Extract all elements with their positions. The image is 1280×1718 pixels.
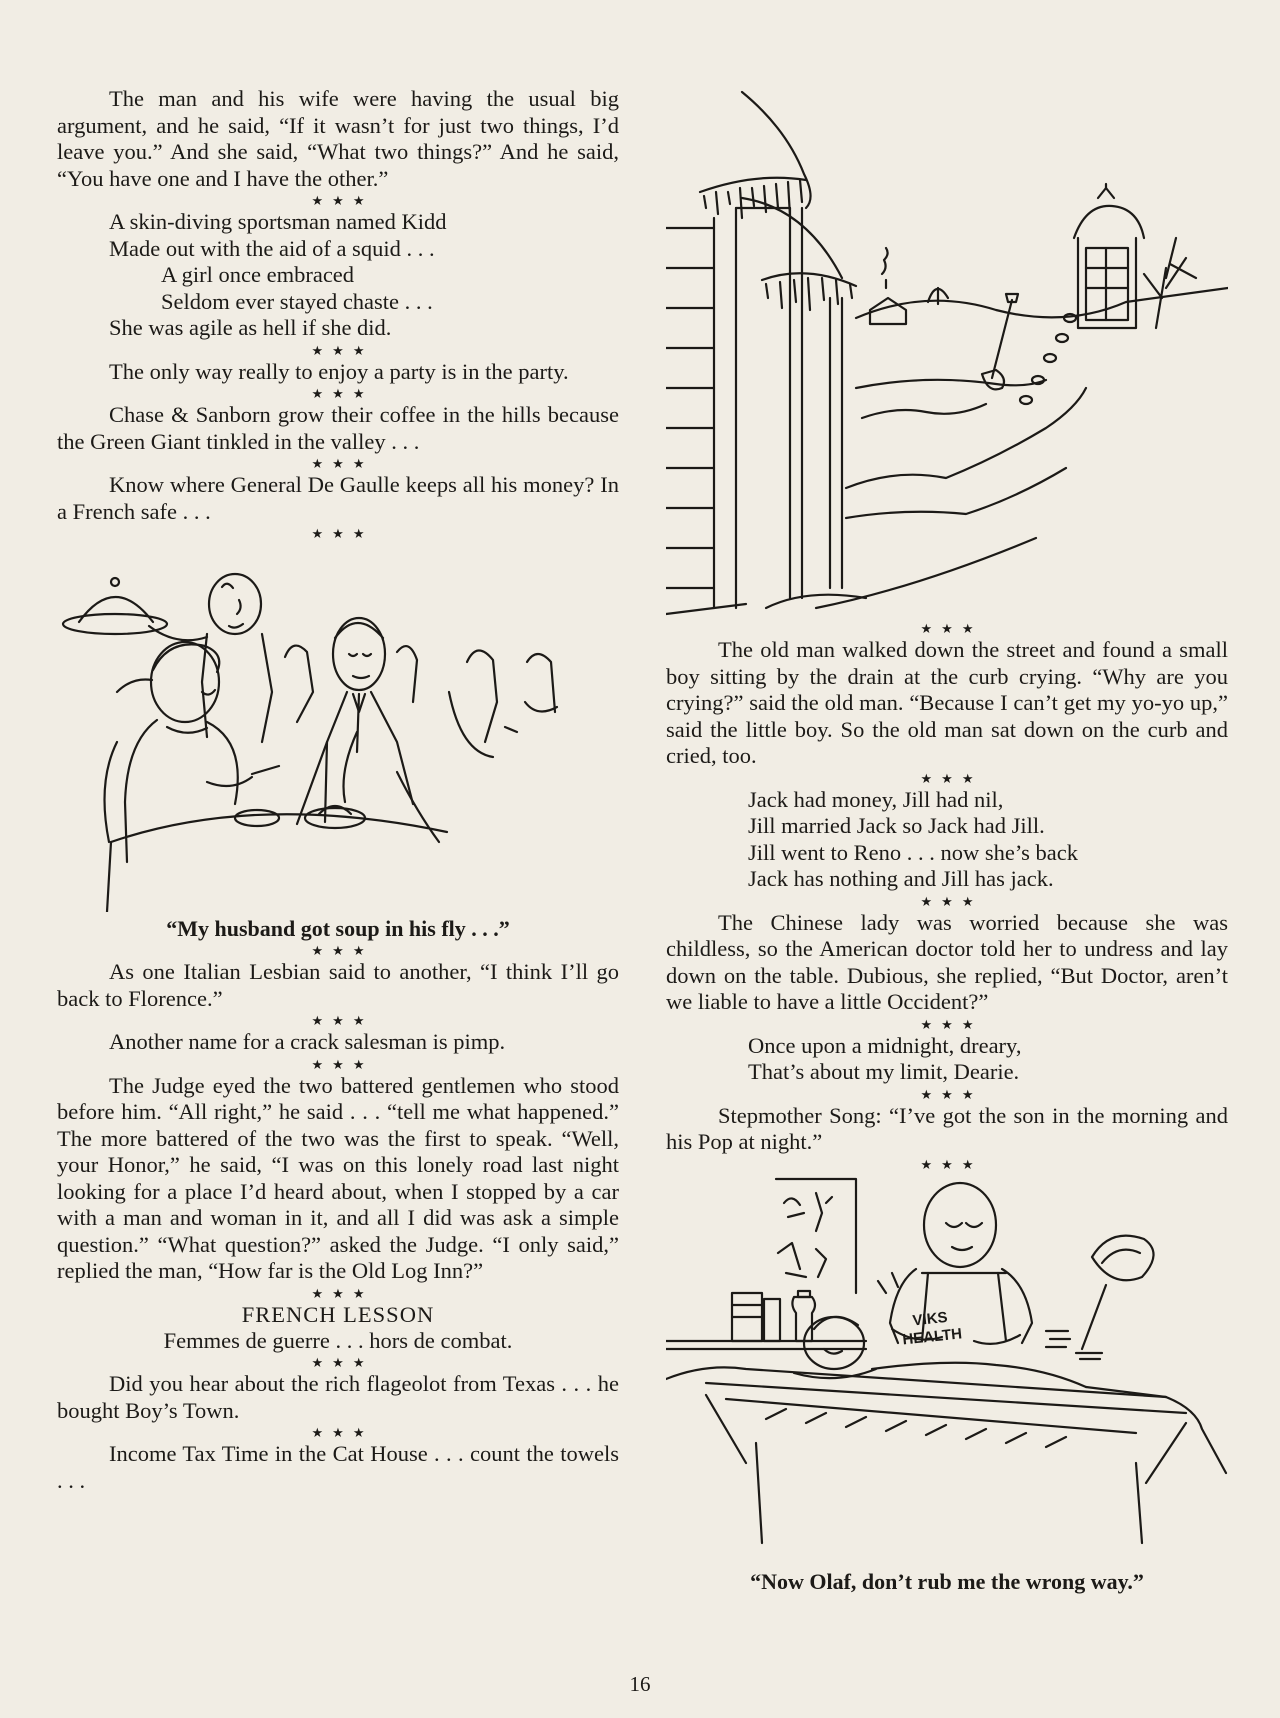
star-divider: ★★★ <box>920 1086 983 1102</box>
limerick-kidd <box>57 209 619 342</box>
joke-salesman: Another name for a crack salesman is pimp. <box>109 1029 506 1054</box>
limerick-line: Seldom ever stayed chaste . . . <box>161 288 433 314</box>
french-lesson-line: Femmes de guerre . . . hors de combat. <box>163 1327 513 1353</box>
star-divider: ★★★ <box>311 386 374 401</box>
star-divider: ★★★ <box>311 526 374 541</box>
star-divider: ★★★ <box>920 1016 983 1032</box>
joke-occident: The Chinese lady was worried because she was childless, so the American doctor told her to undress and lay down on the table. Dubious, she replied, “But Doctor, aren’t we liable to have a little Occident?” <box>666 909 1228 1014</box>
joke-florence: As one Italian Lesbian said to another, “I think I’ll go back to Florence.” <box>57 959 619 1011</box>
star-divider: ★★★ <box>311 1355 374 1370</box>
verse-midnight <box>666 1033 1228 1086</box>
limerick-line: Made out with the aid of a squid . . . <box>109 235 435 261</box>
star-divider: ★★★ <box>311 342 374 358</box>
joke-yo-yo: The old man walked down the street and found a small boy sitting by the drain at the curb crying. “Why are you crying?” said the old man. “Because I can’t get my yo-yo up,” said the little boy. So the old man sat down on the curb and cried, too. <box>666 637 1228 768</box>
joke-judge: The Judge eyed the two battered gentlemen who stood before him. “All right,” he said . . . “tell me what happened.” The more battered of the two was the first to speak. “Well, your Honor,” he said, “I was on this lonely road last night looking for a place I’d heard about, when I stopped by a car with a man and woman in it, and all I did was ask a simple question.” “What question?” asked the Judge. “I only said,” replied the man, “How far is the Old Log Inn?” <box>57 1072 619 1283</box>
verse-line: Jill went to Reno . . . now she’s back <box>748 839 1078 865</box>
joke-party: The only way really to enjoy a party is in the party. <box>109 358 569 384</box>
shirt-text-health: HEALTH <box>901 1324 963 1348</box>
star-divider: ★★★ <box>920 770 983 786</box>
joke-coffee: Chase & Sanborn grow their coffee in the hills because the Green Giant tinkled in the valley . . . <box>57 402 619 454</box>
restaurant-cartoon-illustration <box>57 542 619 912</box>
verse-line: Jill married Jack so Jack had Jill. <box>748 813 1045 838</box>
french-lesson-heading: FRENCH LESSON <box>241 1301 435 1327</box>
star-divider: ★★★ <box>311 1285 374 1301</box>
star-divider: ★★★ <box>311 193 374 208</box>
joke-stepmother: Stepmother Song: “I’ve got the son in the morning and his Pop at night.” <box>666 1102 1228 1154</box>
verse-line: That’s about my limit, Dearie. <box>748 1059 1020 1084</box>
star-divider: ★★★ <box>920 621 983 636</box>
massage-cartoon-caption: “Now Olaf, don’t rub me the wrong way.” <box>750 1568 1144 1594</box>
verse-line: Jack has nothing and Jill has jack. <box>748 866 1054 891</box>
massage-cartoon-illustration <box>666 1173 1228 1565</box>
limerick-line: She was agile as hell if she did. <box>109 315 392 340</box>
star-divider: ★★★ <box>311 1056 374 1072</box>
verse-line: Once upon a midnight, dreary, <box>748 1032 1022 1058</box>
verse-line: Jack had money, Jill had nil, <box>748 786 1004 812</box>
left-column <box>57 86 619 1494</box>
verse-jack-jill <box>666 787 1228 893</box>
joke-flageolot: Did you hear about the rich flageolot from Texas . . . he bought Boy’s Town. <box>57 1371 619 1423</box>
limerick-line: A skin-diving sportsman named Kidd <box>109 209 447 234</box>
joke-de-gaulle: Know where General De Gaulle keeps all his money? In a French safe . . . <box>57 472 619 524</box>
page-number: 16 <box>629 1672 651 1696</box>
joke-cat-house: Income Tax Time in the Cat House . . . count the towels . . . <box>57 1441 619 1493</box>
star-divider: ★★★ <box>311 1013 374 1028</box>
restaurant-cartoon-caption: “My husband got soup in his fly . . .” <box>166 916 510 941</box>
limerick-line: A girl once embraced <box>161 262 355 287</box>
winter-outhouse-illustration <box>666 88 1228 620</box>
star-divider: ★★★ <box>311 943 374 958</box>
joke-argument: The man and his wife were having the usual big argument, and he said, “If it wasn’t for just two things, I’d leave you.” And she said, “What two things?” And he said, “You have one and I have the other.” <box>57 86 619 191</box>
shirt-text-viks: VIKS <box>911 1308 949 1329</box>
star-divider: ★★★ <box>311 456 374 471</box>
star-divider: ★★★ <box>920 893 983 909</box>
star-divider: ★★★ <box>920 1156 983 1172</box>
star-divider: ★★★ <box>311 1425 374 1440</box>
right-column <box>666 88 1228 1595</box>
